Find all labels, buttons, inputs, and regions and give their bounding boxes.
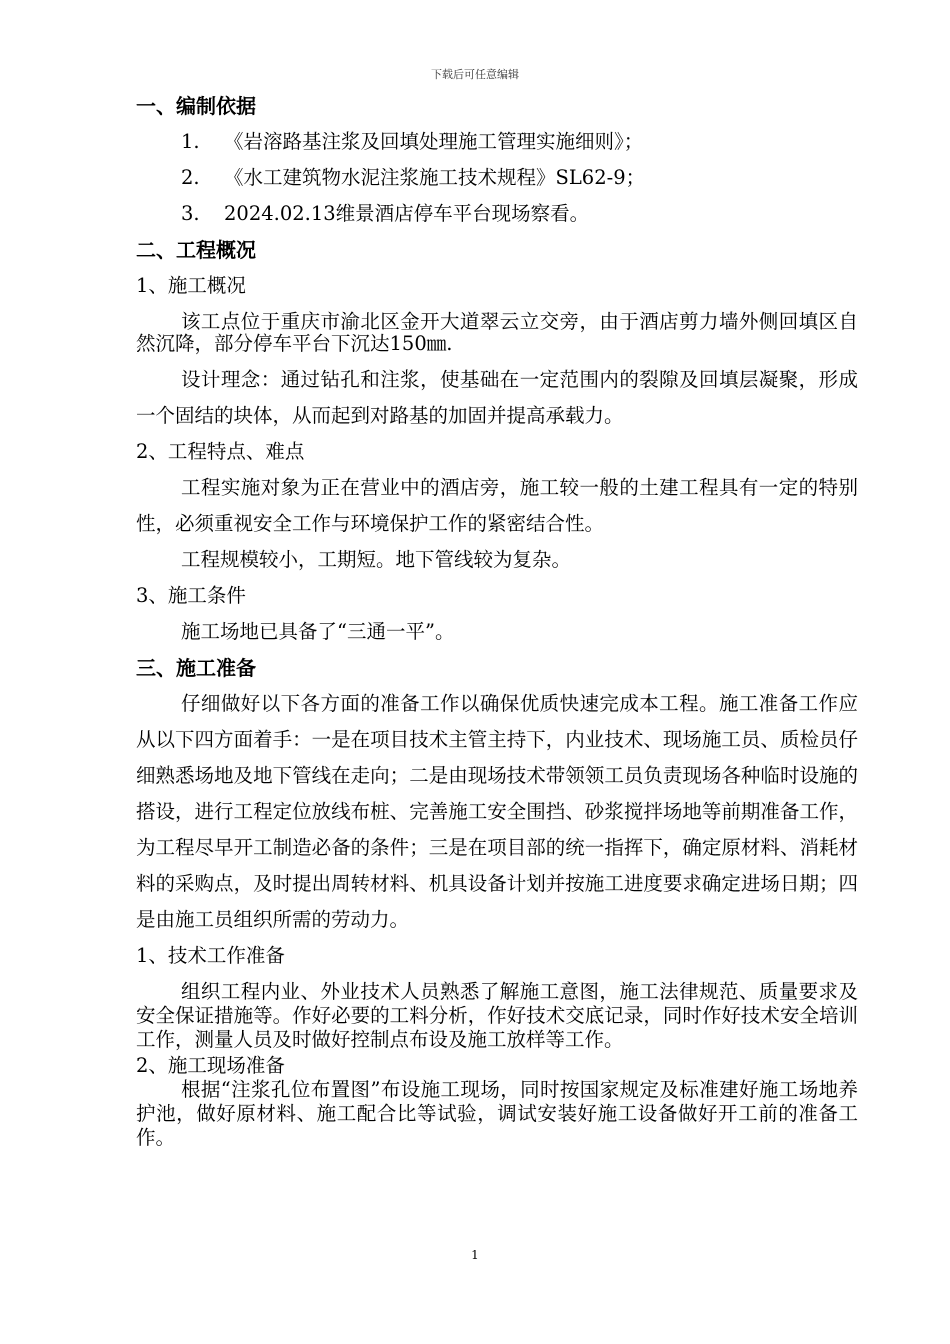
list-item-text: 《水工建筑物水泥注浆施工技术规程》SL62-9； bbox=[224, 166, 646, 189]
list-item bbox=[136, 124, 858, 160]
subsection-heading: 2、工程特点、难点 bbox=[136, 440, 305, 463]
paragraph: 施工场地已具备了“三通一平”。 bbox=[181, 620, 455, 643]
paragraph: 工程实施对象为正在营业中的酒店旁，施工较一般的土建工程具有一定的特别性，必须重视安全工作与环境保护工作的紧密结合性。 bbox=[136, 476, 858, 535]
paragraph: 根据“注浆孔位布置图”布设施工现场，同时按国家规定及标准建好施工场地养护池，做好原材料、施工配合比等试验，调试安装好施工设备做好开工前的准备工作。 bbox=[136, 1078, 858, 1149]
document-body bbox=[136, 88, 858, 1152]
paragraph: 工程规模较小，工期短。地下管线较为复杂。 bbox=[181, 548, 572, 571]
list-item-number: 2. bbox=[181, 166, 200, 189]
paragraph: 组织工程内业、外业技术人员熟悉了解施工意图，施工法律规范、质量要求及安全保证措施等。作好必要的工料分析，作好技术交底记录，同时作好技术安全培训工作，测量人员及时做好控制点布设及施工放样等工作。 bbox=[136, 980, 858, 1051]
list-item-number: 1. bbox=[181, 130, 200, 153]
list-item-number: 3. bbox=[181, 202, 200, 225]
list-item-text: 《岩溶路基注浆及回填处理施工管理实施细则》； bbox=[224, 130, 644, 153]
subsection-heading: 1、施工概况 bbox=[136, 274, 246, 297]
page-header: 下载后可任意编辑 bbox=[431, 68, 519, 81]
list-item bbox=[136, 196, 858, 232]
paragraph: 仔细做好以下各方面的准备工作以确保优质快速完成本工程。施工准备工作应从以下四方面着手：一是在项目技术主管主持下，内业技术、现场施工员、质检员仔细熟悉场地及地下管线在走向；二是由现场技术带领领工员负责现场各种临时设施的搭设，进行工程定位放线布桩、完善施工安全围挡、砂浆搅拌场地等前期准备工作，为工程尽早开工制造必备的条件；三是在项目部的统一指挥下，确定原材料、消耗材料的采购点，及时提出周转材料、机具设备计划并按施工进度要求确定进场日期；四是由施工员组织所需的劳动力。 bbox=[136, 692, 858, 931]
subsection-heading: 2、施工现场准备 bbox=[136, 1054, 285, 1077]
subsection-heading: 1、技术工作准备 bbox=[136, 944, 285, 967]
list-item-text: 2024.02.13维景酒店停车平台现场察看。 bbox=[224, 202, 590, 225]
subsection-heading: 3、施工条件 bbox=[136, 584, 246, 607]
page-number: 1 bbox=[471, 1248, 479, 1262]
paragraph: 该工点位于重庆市渝北区金开大道翠云立交旁，由于酒店剪力墙外侧回填区自然沉降，部分停车平台下沉达150㎜. bbox=[136, 310, 858, 355]
list-item bbox=[136, 160, 858, 196]
section-heading-1: 一、编制依据 bbox=[136, 94, 256, 118]
section-heading-3: 三、施工准备 bbox=[136, 656, 256, 680]
paragraph: 设计理念：通过钻孔和注浆，使基础在一定范围内的裂隙及回填层凝聚，形成一个固结的块体，从而起到对路基的加固并提高承载力。 bbox=[136, 368, 858, 427]
section-heading-2: 二、工程概况 bbox=[136, 238, 256, 262]
